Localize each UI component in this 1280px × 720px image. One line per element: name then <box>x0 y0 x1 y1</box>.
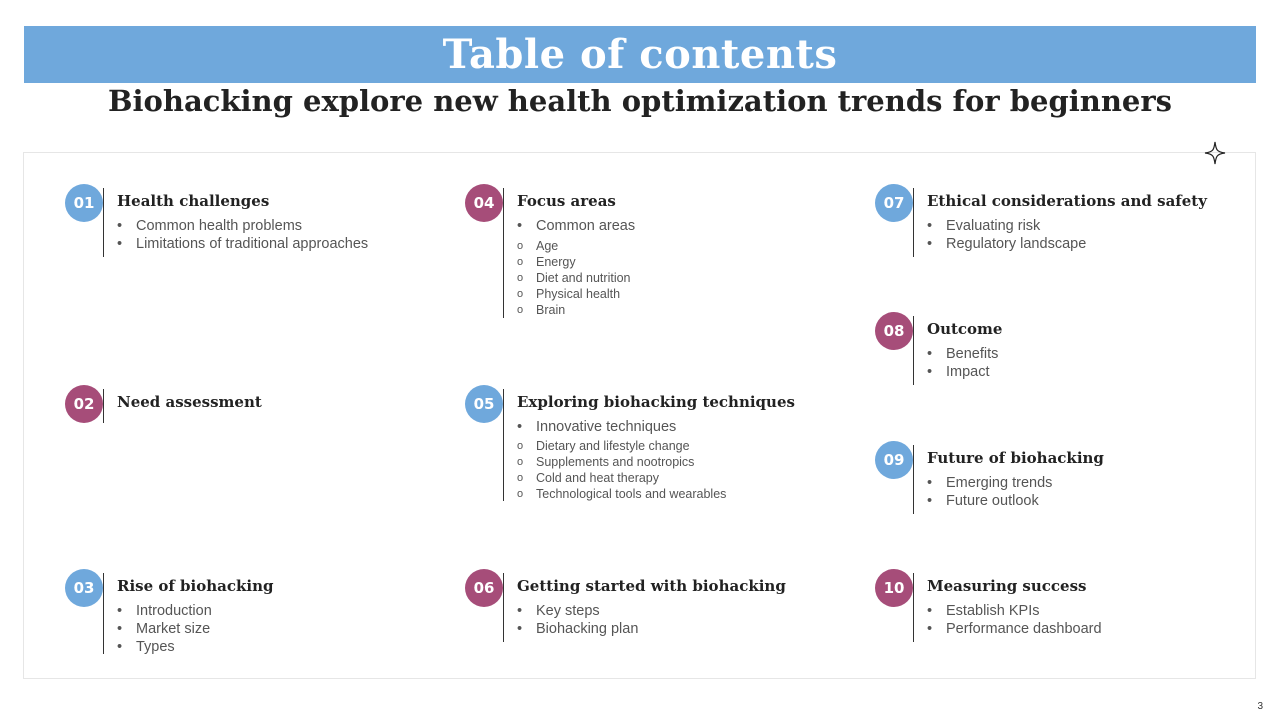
list-item: • Emerging trends <box>927 474 1052 492</box>
list-item: • Establish KPIs <box>927 602 1102 620</box>
list-item: • Innovative techniques <box>517 418 676 436</box>
section-items <box>117 602 212 656</box>
list-item: • Benefits <box>927 345 998 363</box>
section-divider <box>913 445 914 514</box>
section-title: Need assessment <box>117 393 262 411</box>
list-item: • Evaluating risk <box>927 217 1086 235</box>
section-title: Measuring success <box>927 577 1087 595</box>
sub-list-item: o Dietary and lifestyle change <box>517 438 726 454</box>
section-items <box>927 217 1086 253</box>
section-items <box>927 602 1102 638</box>
sub-list-item: o Diet and nutrition <box>517 270 631 286</box>
section-divider <box>913 573 914 642</box>
list-item: • Performance dashboard <box>927 620 1102 638</box>
sub-list-item: o Energy <box>517 254 631 270</box>
section-title: Rise of biohacking <box>117 577 274 595</box>
section-divider <box>103 573 104 654</box>
section-divider <box>103 188 104 257</box>
section-title: Focus areas <box>517 192 616 210</box>
section-title: Health challenges <box>117 192 270 210</box>
list-item: • Regulatory landscape <box>927 235 1086 253</box>
section-number-badge: 10 <box>875 569 913 607</box>
section-items <box>117 217 368 253</box>
section-divider <box>503 188 504 318</box>
sparkle-icon <box>1204 141 1226 165</box>
list-item: • Future outlook <box>927 492 1052 510</box>
list-item: • Biohacking plan <box>517 620 638 638</box>
section-divider <box>103 389 104 423</box>
section-title: Exploring biohacking techniques <box>517 393 795 411</box>
section-number-badge: 06 <box>465 569 503 607</box>
sub-list-item: o Physical health <box>517 286 631 302</box>
section-number-badge: 08 <box>875 312 913 350</box>
list-item: • Market size <box>117 620 212 638</box>
section-items <box>927 345 998 381</box>
section-number-badge: 04 <box>465 184 503 222</box>
section-subitems <box>517 238 631 318</box>
section-number-badge: 05 <box>465 385 503 423</box>
section-number-badge: 01 <box>65 184 103 222</box>
list-item: • Impact <box>927 363 998 381</box>
list-item: • Common health problems <box>117 217 368 235</box>
section-items <box>517 217 635 235</box>
sub-list-item: o Supplements and nootropics <box>517 454 726 470</box>
list-item: • Introduction <box>117 602 212 620</box>
section-title: Ethical considerations and safety <box>927 192 1207 210</box>
page-title: Table of contents <box>442 31 838 78</box>
sub-list-item: o Brain <box>517 302 631 318</box>
section-divider <box>913 188 914 257</box>
list-item: • Limitations of traditional approaches <box>117 235 368 253</box>
section-number-badge: 02 <box>65 385 103 423</box>
page-subtitle: Biohacking explore new health optimization trends for beginners <box>108 84 1172 118</box>
section-subitems <box>517 438 726 502</box>
section-title: Outcome <box>927 320 1003 338</box>
section-divider <box>503 389 504 501</box>
section-divider <box>503 573 504 642</box>
section-items <box>517 418 676 436</box>
list-item: • Key steps <box>517 602 638 620</box>
list-item: • Types <box>117 638 212 656</box>
sub-list-item: o Cold and heat therapy <box>517 470 726 486</box>
section-title: Future of biohacking <box>927 449 1104 467</box>
list-item: • Common areas <box>517 217 635 235</box>
section-number-badge: 07 <box>875 184 913 222</box>
section-number-badge: 09 <box>875 441 913 479</box>
section-items <box>927 474 1052 510</box>
section-number-badge: 03 <box>65 569 103 607</box>
title-banner <box>24 26 1256 83</box>
sub-list-item: o Technological tools and wearables <box>517 486 726 502</box>
sub-list-item: o Age <box>517 238 631 254</box>
section-items <box>517 602 638 638</box>
section-title: Getting started with biohacking <box>517 577 786 595</box>
page-number: 3 <box>1257 701 1263 712</box>
section-divider <box>913 316 914 385</box>
